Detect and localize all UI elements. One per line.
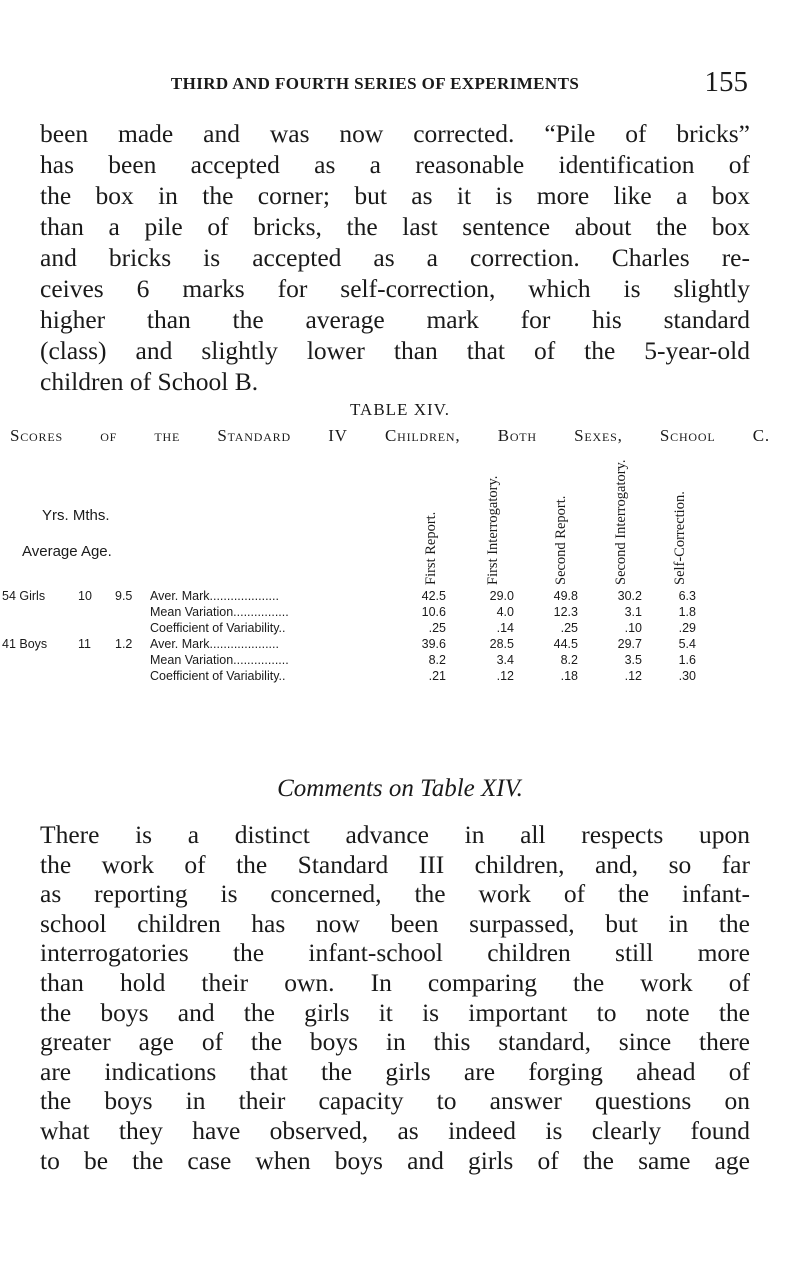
page-number: 155 <box>704 66 748 98</box>
text-line: been made and was now corrected. “Pile of bricks” <box>40 119 750 148</box>
value-cell: 5.4 <box>678 637 696 651</box>
text-line: to be the case when boys and girls of the same age <box>40 1145 750 1175</box>
value-cell: .25 <box>428 621 446 635</box>
value-cell: 3.5 <box>624 653 642 667</box>
value-cell: 42.5 <box>421 589 446 603</box>
measure-label: Coefficient of Variability.. <box>150 669 286 683</box>
column-header-second-interrogatory <box>613 459 631 585</box>
table-caption: TABLE XIV. <box>350 400 450 419</box>
text-line: school children has now been surpassed, but in the <box>40 908 750 938</box>
subcaption-word: of <box>100 426 118 445</box>
group-cell: 41 Boys <box>2 637 48 651</box>
text-line: There is a distinct advance in all respects upon <box>40 820 750 849</box>
subcaption-word: School <box>659 426 716 445</box>
value-cell: 6.3 <box>678 589 696 603</box>
subcaption-word: Scores <box>10 426 63 445</box>
value-cell: .30 <box>678 669 696 683</box>
subcaption-word: IV <box>328 426 348 445</box>
years-cell: 11 <box>78 637 91 651</box>
subcaption-word: the <box>154 426 181 445</box>
text-line: (class) and slightly lower than that of the 5-year-old <box>40 336 750 365</box>
text-line: the work of the Standard III children, and, so far <box>40 849 750 879</box>
value-cell: 44.5 <box>553 637 578 651</box>
column-header-label: Second Interrogatory. <box>613 459 629 585</box>
value-cell: 39.6 <box>421 637 446 651</box>
column-header-first-interrogatory <box>485 465 503 585</box>
table-row <box>0 652 800 668</box>
value-cell: 4.0 <box>496 605 514 619</box>
group-cell: 54 Girls <box>2 589 46 603</box>
subcaption-word: C. <box>752 426 770 445</box>
measure-label: Mean Variation................ <box>150 605 289 619</box>
column-header-first-report <box>423 465 441 585</box>
column-header-self-correction <box>672 465 690 585</box>
table-row <box>0 588 800 604</box>
table-row <box>0 636 800 652</box>
value-cell: 1.8 <box>678 605 696 619</box>
column-header-label: Second Report. <box>553 495 569 585</box>
value-cell: 49.8 <box>553 589 578 603</box>
paragraph-bottom <box>40 820 750 1175</box>
table-row <box>0 620 800 636</box>
column-header-label: First Report. <box>423 511 439 585</box>
text-line: the boys and the girls it is important to note the <box>40 997 750 1027</box>
measure-label: Coefficient of Variability.. <box>150 621 286 635</box>
table-subcaption <box>10 426 770 446</box>
value-cell: .18 <box>560 669 578 683</box>
value-cell: 28.5 <box>489 637 514 651</box>
column-header-label: First Interrogatory. <box>485 475 501 585</box>
average-age-header: Average Age. <box>22 543 112 560</box>
value-cell: 3.4 <box>496 653 514 667</box>
measure-label: Mean Variation................ <box>150 653 289 667</box>
column-header-second-report <box>553 465 571 585</box>
text-line: as reporting is concerned, the work of the infant- <box>40 879 750 909</box>
value-cell: 12.3 <box>553 605 578 619</box>
subcaption-word: Children, <box>384 426 461 445</box>
value-cell: 3.1 <box>624 605 642 619</box>
column-header-label: Self-Correction. <box>672 491 688 585</box>
value-cell: .12 <box>624 669 642 683</box>
table-row <box>0 604 800 620</box>
value-cell: .29 <box>678 621 696 635</box>
text-line: children of School B. <box>40 367 259 396</box>
text-line: the boys in their capacity to answer questions on <box>40 1086 750 1116</box>
years-cell: 10 <box>78 589 92 603</box>
scores-table <box>0 455 800 785</box>
measure-label: Aver. Mark.................... <box>150 589 279 603</box>
subcaption-word: Both <box>497 426 537 445</box>
text-line: the box in the corner; but as it is more like a box <box>40 181 750 210</box>
text-line: and bricks is accepted as a correction. Charles re- <box>40 243 750 272</box>
text-line: are indications that the girls are forging ahead of <box>40 1056 750 1086</box>
comments-heading: Comments on Table XIV. <box>277 775 523 802</box>
value-cell: .14 <box>496 621 514 635</box>
column-headers <box>0 455 800 585</box>
text-line: than hold their own. In comparing the work of <box>40 967 750 997</box>
value-cell: .12 <box>496 669 514 683</box>
value-cell: 10.6 <box>421 605 446 619</box>
value-cell: .10 <box>624 621 642 635</box>
value-cell: 30.2 <box>617 589 642 603</box>
subcaption-word: Sexes, <box>574 426 623 445</box>
value-cell: 8.2 <box>560 653 578 667</box>
running-head <box>88 66 748 102</box>
text-line: what they have observed, as indeed is clearly found <box>40 1115 750 1145</box>
value-cell: .21 <box>428 669 446 683</box>
subcaption-word: Standard <box>217 426 291 445</box>
text-line: interrogatories the infant-school children still more <box>40 938 750 968</box>
text-line: than a pile of bricks, the last sentence about the box <box>40 212 750 241</box>
value-cell: 29.7 <box>617 637 642 651</box>
running-title: THIRD AND FOURTH SERIES OF EXPERIMENTS <box>170 74 580 93</box>
months-cell: 9.5 <box>115 589 133 603</box>
text-line: ceives 6 marks for self-correction, which is slightly <box>40 274 750 303</box>
value-cell: 29.0 <box>489 589 514 603</box>
yrs-mths-header: Yrs. Mths. <box>42 507 110 524</box>
text-line: has been accepted as a reasonable identification of <box>40 150 750 179</box>
table-row <box>0 668 800 684</box>
value-cell: .25 <box>560 621 578 635</box>
months-cell: 1.2 <box>115 637 133 651</box>
value-cell: 1.6 <box>678 653 696 667</box>
text-line: greater age of the boys in this standard, since there <box>40 1027 750 1057</box>
measure-label: Aver. Mark.................... <box>150 637 279 651</box>
paragraph-top <box>40 118 750 397</box>
value-cell: 8.2 <box>428 653 446 667</box>
text-line: higher than the average mark for his standard <box>40 305 750 334</box>
